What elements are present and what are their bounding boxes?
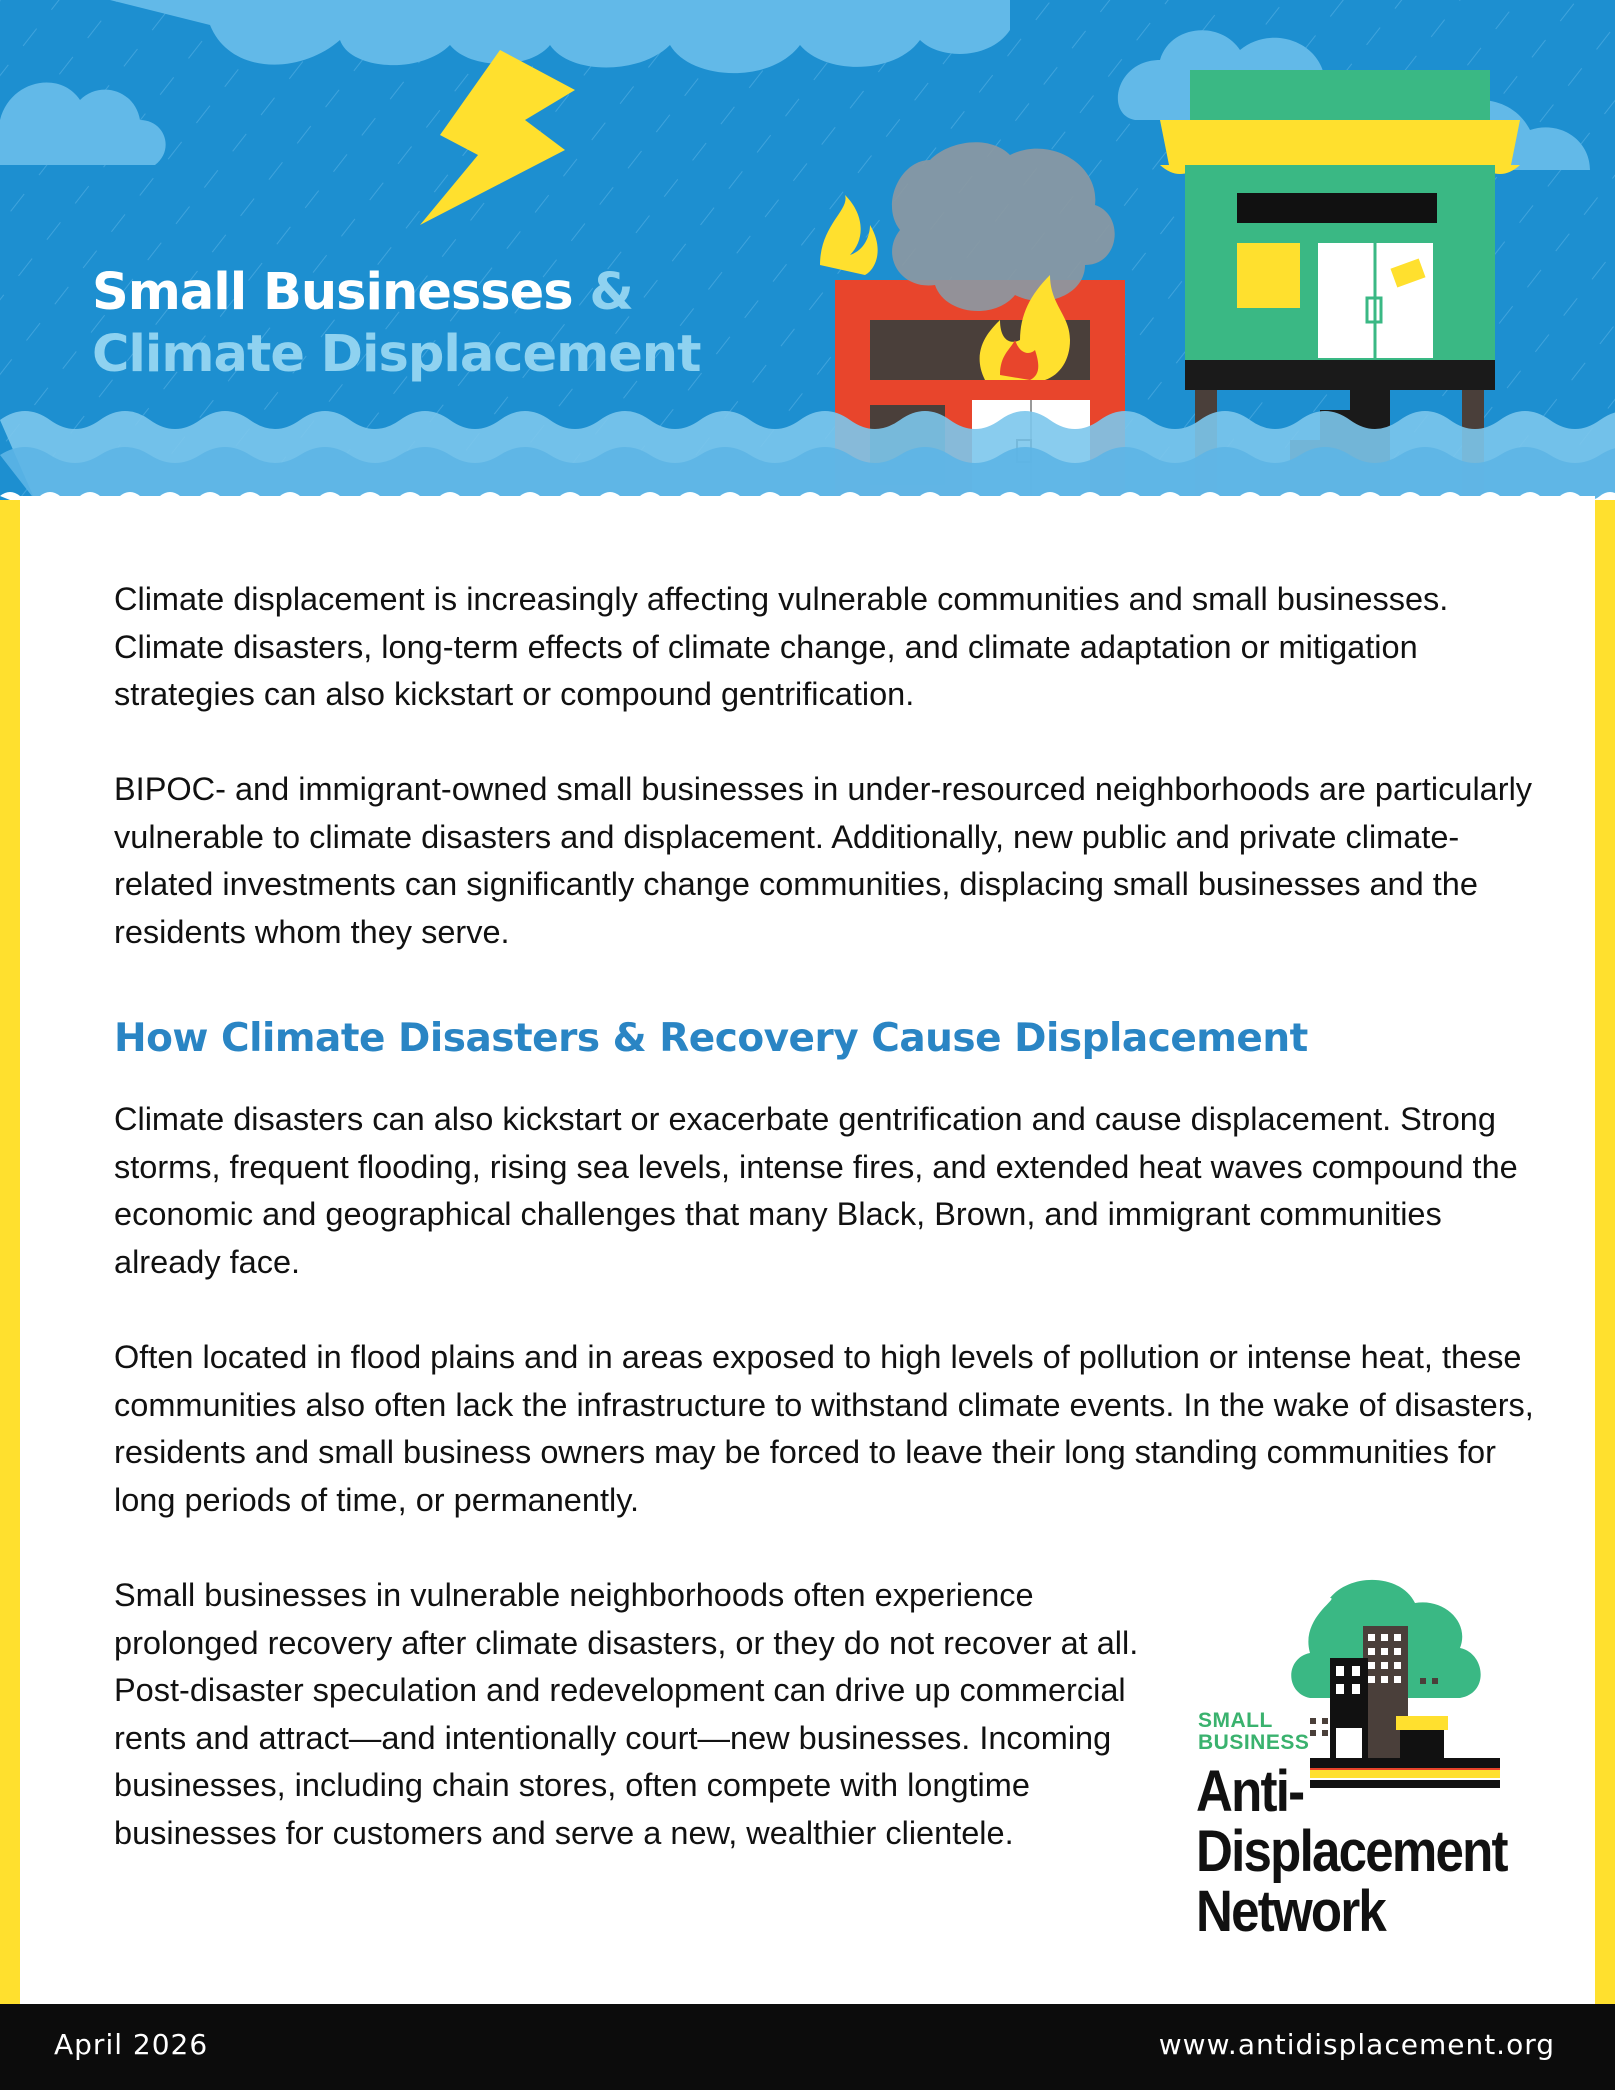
intro-paragraph: Climate displacement is increasingly affecting vulnerable communities and small businesses. Climate disasters, long-term effects of climate change, and climate adaptation or mitigation strategies can also kickstart or compound gentrification. xyxy=(114,581,1449,712)
logo-word-anti: Anti- xyxy=(1196,1759,1304,1824)
section-heading: How Climate Disasters & Recovery Cause Displacement xyxy=(114,1016,1308,1061)
logo-small-line-2: BUSINESS xyxy=(1198,1731,1310,1754)
footer-website-link[interactable]: www.antidisplacement.org xyxy=(1158,2028,1555,2061)
header-banner xyxy=(0,0,1615,500)
page-title xyxy=(92,262,701,386)
disasters-paragraph: Climate disasters can also kickstart or exacerbate gentrification and cause displacement. Strong storms, frequent flooding, rising sea levels, intense fires, and extended heat waves compound the economic and geographical challenges that many Black, Brown, and immigrant communities already face. xyxy=(114,1101,1518,1280)
footer-date: April 2026 xyxy=(54,2028,209,2061)
content-panel xyxy=(20,496,1595,2004)
logo-word-network: Network xyxy=(1196,1879,1386,1944)
logo-wordmark xyxy=(1196,1759,1507,1944)
flood-plains-paragraph: Often located in flood plains and in areas exposed to high levels of pollution or intense heat, these communities also often lack the infrastructure to withstand climate events. In the wake of disasters, residents and small business owners may be forced to leave their long standing communities for long periods of time, or permanently. xyxy=(114,1339,1534,1518)
logo-small-text xyxy=(1198,1710,1309,1754)
title-ampersand: & xyxy=(589,263,633,322)
header-illustration xyxy=(0,0,1615,500)
network-logo xyxy=(1180,1578,1550,1958)
title-line-1: Small Businesses xyxy=(92,263,573,322)
footer xyxy=(0,2004,1615,2090)
title-line-2: Climate Displacement xyxy=(92,325,701,384)
recovery-paragraph: Small businesses in vulnerable neighborhoods often experience prolonged recovery after climate disasters, or they do not recover at all. Post-disaster speculation and redevelopment can drive up commercial rents and attract—and intentionally court—new businesses. Incoming businesses, including chain stores, often compete with longtime businesses for customers and serve a new, wealthier clientele. xyxy=(114,1577,1139,1851)
vulnerability-paragraph: BIPOC- and immigrant-owned small businesses in under-resourced neighborhoods are particularly vulnerable to climate disasters and displacement. Additionally, new public and private climate-related investments can significantly change communities, displacing small businesses and the residents whom they serve. xyxy=(114,771,1533,950)
logo-small-line-1: SMALL xyxy=(1198,1709,1273,1732)
logo-word-displacement: Displacement xyxy=(1196,1819,1507,1884)
